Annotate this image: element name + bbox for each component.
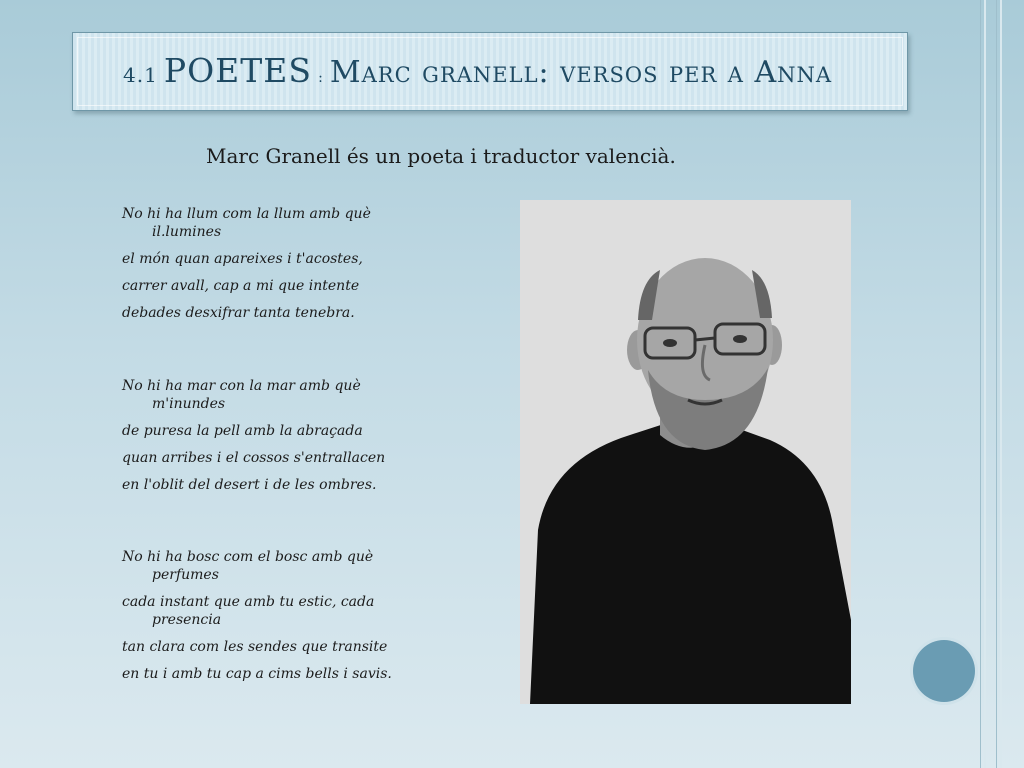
poem-stanza-2 — [122, 377, 422, 503]
slide-edge-line — [1000, 0, 1002, 768]
title-separator: : — [318, 70, 324, 86]
poem-line: de puresa la pell amb la abraçada — [122, 423, 363, 439]
title-main: POETES — [163, 51, 312, 90]
title-banner — [72, 32, 908, 111]
poem-line: el món quan apareixes i t'acostes, — [122, 251, 363, 267]
poem-line: No hi ha llum com la llum amb què il.lumines — [122, 206, 371, 240]
poem-line: en tu i amb tu cap a cims bells i savis. — [122, 666, 392, 682]
poem-line: quan arribes i el cossos s'entrallacen — [122, 450, 386, 466]
slide-title — [123, 51, 832, 90]
slide-edge-line — [980, 0, 981, 768]
poem-line: tan clara com les sendes que transite — [122, 639, 388, 655]
slide-edge-line — [996, 0, 997, 768]
decorative-circle — [913, 640, 975, 702]
title-number: 4.1 — [123, 63, 158, 87]
poem-line: No hi ha bosc com el bosc amb què perfumes — [122, 549, 374, 583]
subtitle: Marc Granell és un poeta i traductor valencià. — [206, 144, 676, 168]
title-rest: Marc granell: versos per a Anna — [329, 55, 833, 90]
poem-line: carrer avall, cap a mi que intente — [122, 278, 360, 294]
poem-stanza-1 — [122, 205, 422, 331]
slide-edge-line — [984, 0, 986, 768]
poem-line: debades desxifrar tanta tenebra. — [122, 305, 355, 321]
portrait-illustration — [520, 200, 851, 704]
poem-line: cada instant que amb tu estic, cada presencia — [122, 594, 375, 628]
poem-stanza-3 — [122, 548, 422, 692]
poem-line: en l'oblit del desert i de les ombres. — [122, 477, 377, 493]
portrait-photo — [520, 200, 851, 704]
poem-line: No hi ha mar con la mar amb què m'inundes — [122, 378, 361, 412]
